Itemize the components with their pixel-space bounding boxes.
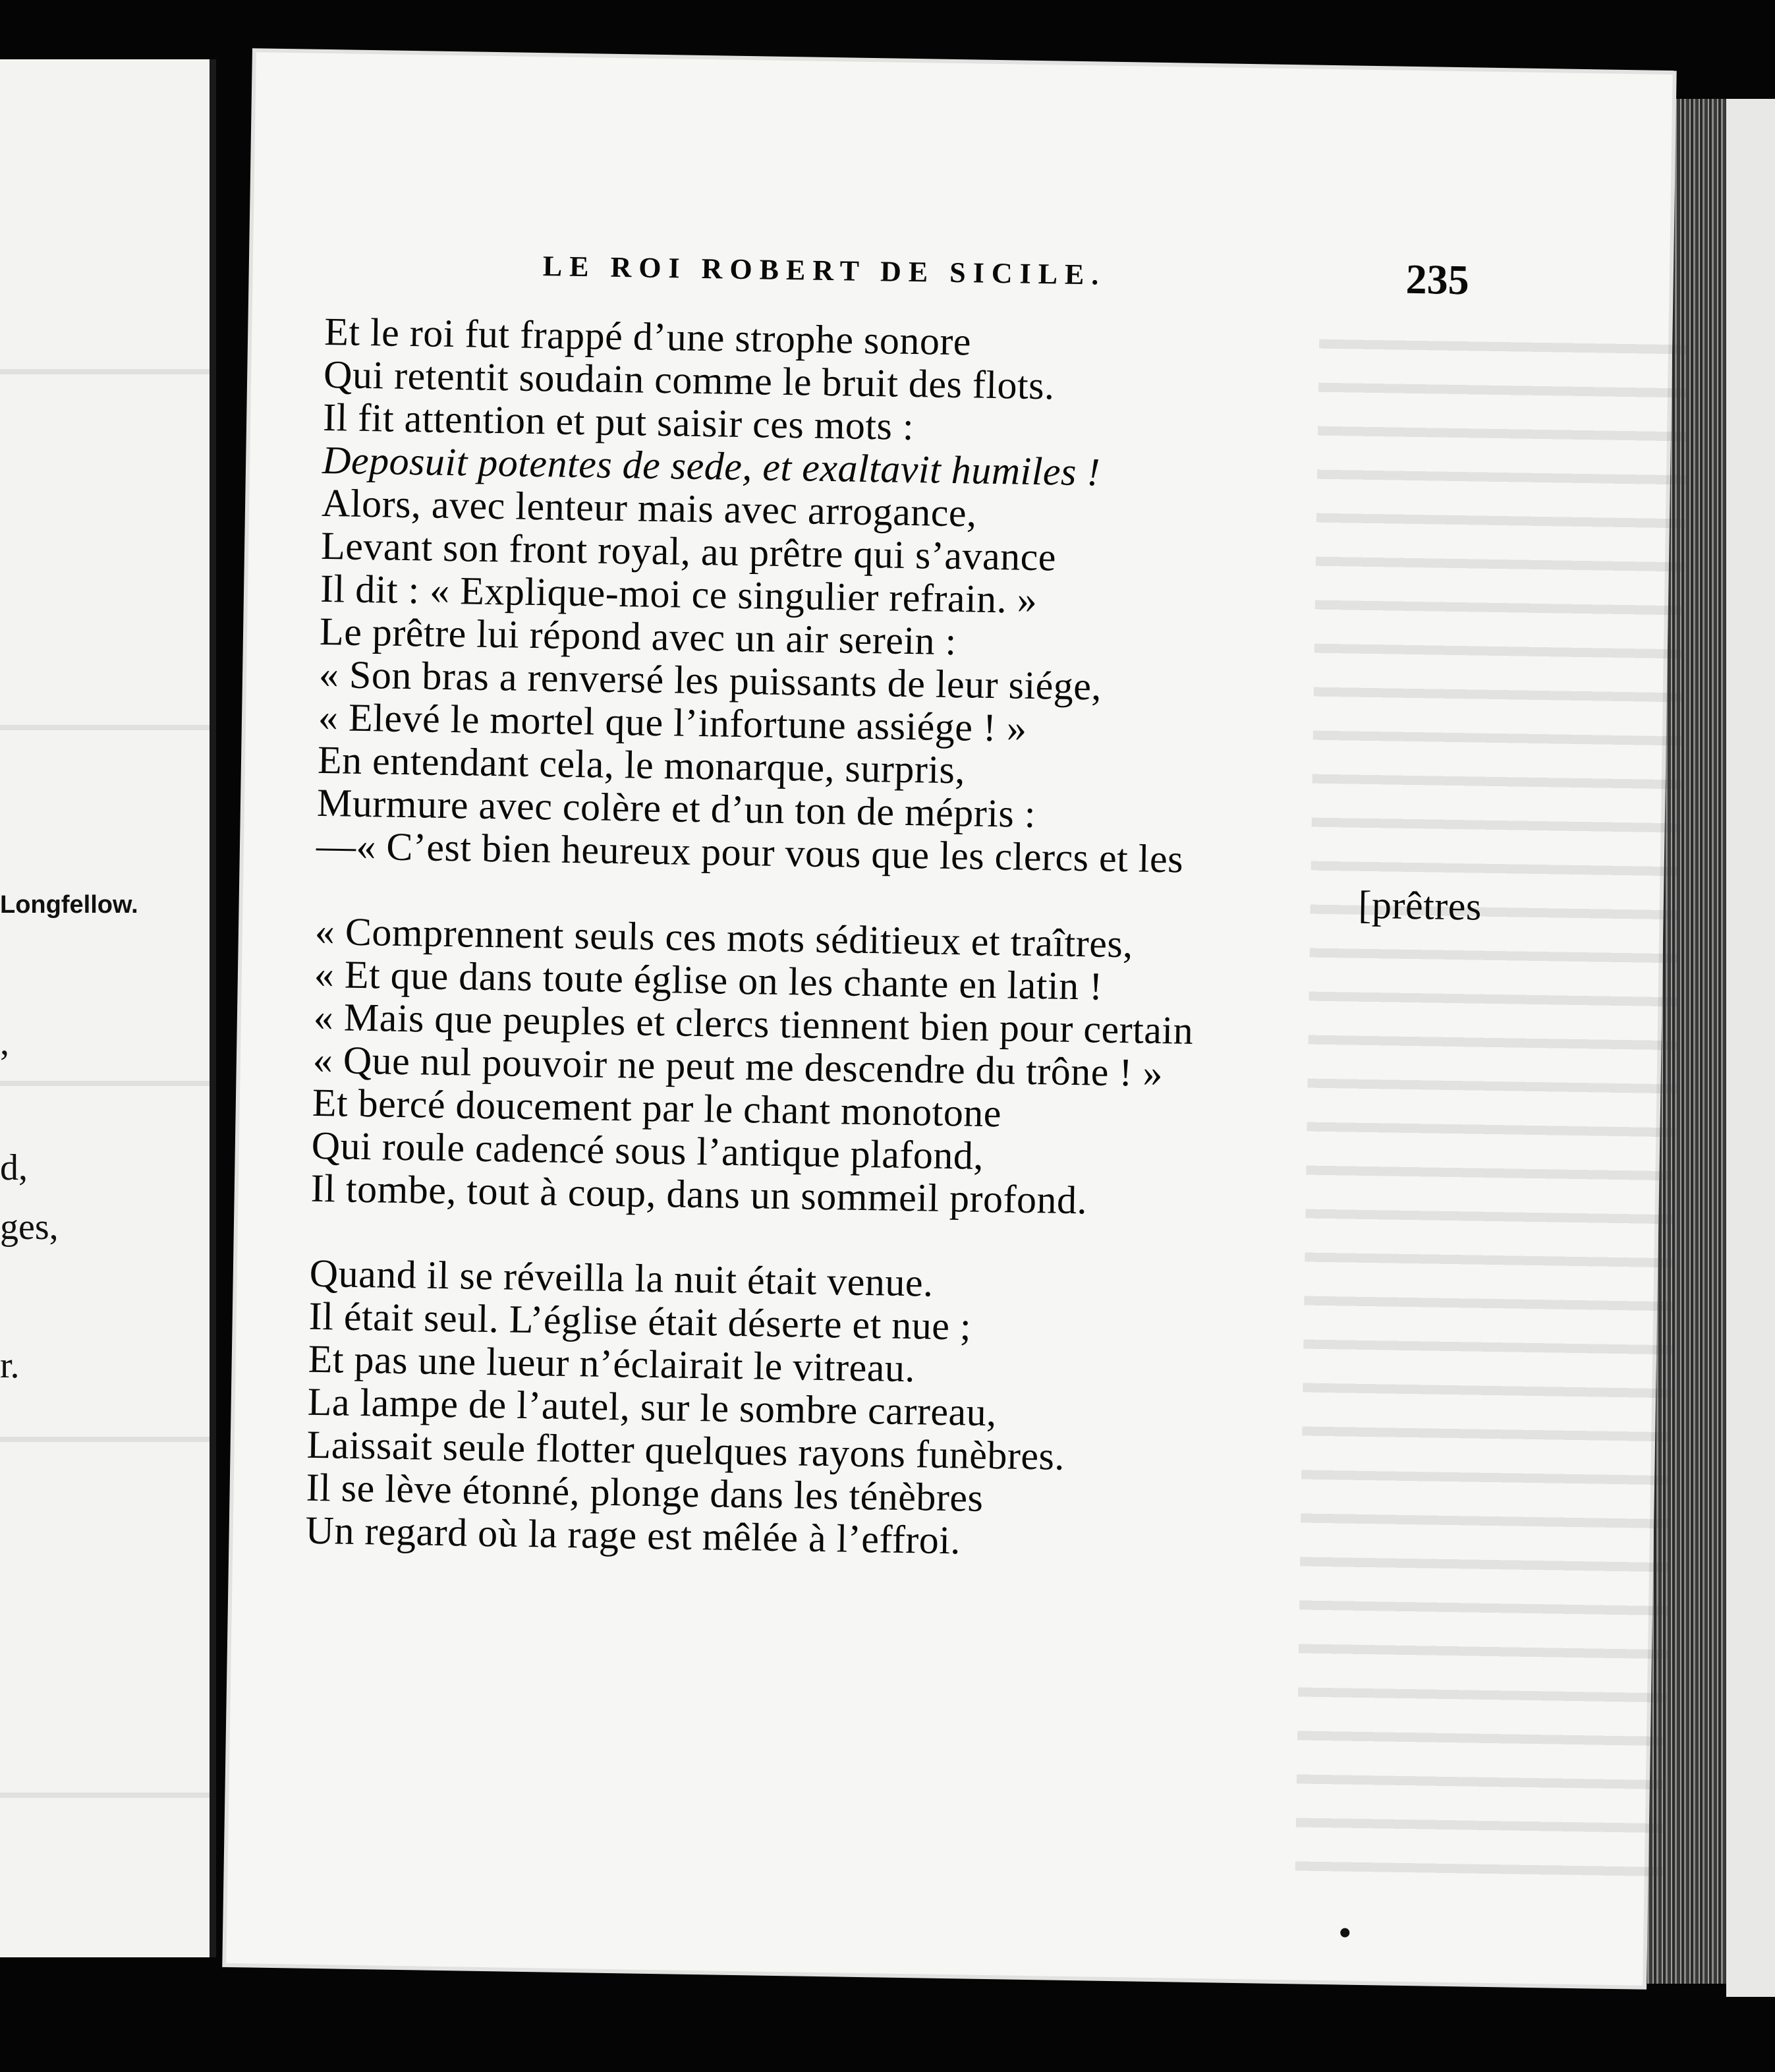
verse-line: Et le roi fut frappé d’une strophe sonore [324,309,972,364]
left-page-fragment: ges, [0,1207,59,1248]
verse-line: Qui retentit soudain comme le bruit des flots. [323,352,1056,408]
left-facing-page [0,59,216,1957]
verse-line: Il dit : « Explique-moi ce singulier refrain. » [320,566,1038,622]
page-number: 235 [1405,255,1470,304]
latin-verse-line: Deposuit potentes de sede, et exaltavit humiles ! [322,438,1101,494]
verse-line: « Elevé le mortel que l’infortune assiége ! » [318,695,1027,750]
verse-line: « Mais que peuples et clercs tiennent bien pour certain [313,994,1194,1052]
left-page-fragment: d, [0,1147,28,1188]
verse-line: Qui roule cadencé sous l’antique plafond, [311,1123,984,1178]
verse-line: Il était seul. L’église était déserte et nue ; [308,1294,972,1348]
verse-line: Quand il se réveilla la nuit était venue. [309,1251,934,1305]
verse-line: —« C’est bien heureux pour vous que les clercs et les [316,823,1184,881]
left-page-fragment: r. [0,1345,20,1386]
verse-line: Et bercé doucement par le chant monotone [312,1080,1002,1136]
verse-line: « Que nul pouvoir ne peut me descendre du trône ! » [312,1037,1164,1095]
book-outer-edge [1726,99,1775,1997]
verse-line: Laissait seule flotter quelques rayons funèbres. [306,1422,1065,1478]
verse-line: Le prêtre lui répond avec un air serein : [319,609,957,664]
stanza-2 [305,1252,1482,1570]
verse-line: Il se lève étonné, plonge dans les ténèbres [306,1465,984,1520]
verse-line: En entendant cela, le monarque, surpris, [317,737,966,792]
verse-line-overflow: [prêtres [1358,882,1482,929]
verse-line: Et pas une lueur n’éclairait le vitreau. [308,1337,916,1391]
verse-line: Un regard où la rage est mêlée à l’effroi. [305,1508,961,1563]
book-page [226,52,1672,1985]
stanza-1 [310,310,1497,1228]
verse-line: Levant son front royal, au prêtre qui s’avance [320,523,1057,579]
verse-line: « Son bras a renversé les puissants de leur siége, [318,652,1102,708]
verse-line: « Et que dans toute église on les chante en latin ! [314,952,1104,1008]
left-page-author-credit: Longfellow. [0,891,138,919]
left-page-fragment: , [0,1022,9,1063]
verse-line: Alors, avec lenteur mais avec arrogance, [321,480,978,535]
verse-line: « Comprennent seuls ces mots séditieux et traîtres, [314,909,1134,966]
print-speck [1340,1928,1349,1937]
running-title: LE ROI ROBERT DE SICILE. [542,250,1106,291]
verse-line: Il tombe, tout à coup, dans un sommeil profond. [310,1166,1088,1223]
verse-line: Murmure avec colère et d’un ton de mépris : [316,780,1036,836]
left-page-show-through [0,59,210,1957]
verse-line: Il fit attention et put saisir ces mots : [322,395,915,449]
poem-body [305,310,1497,1570]
running-header [252,245,1670,313]
verse-line: La lampe de l’autel, sur le sombre carreau, [307,1379,998,1435]
